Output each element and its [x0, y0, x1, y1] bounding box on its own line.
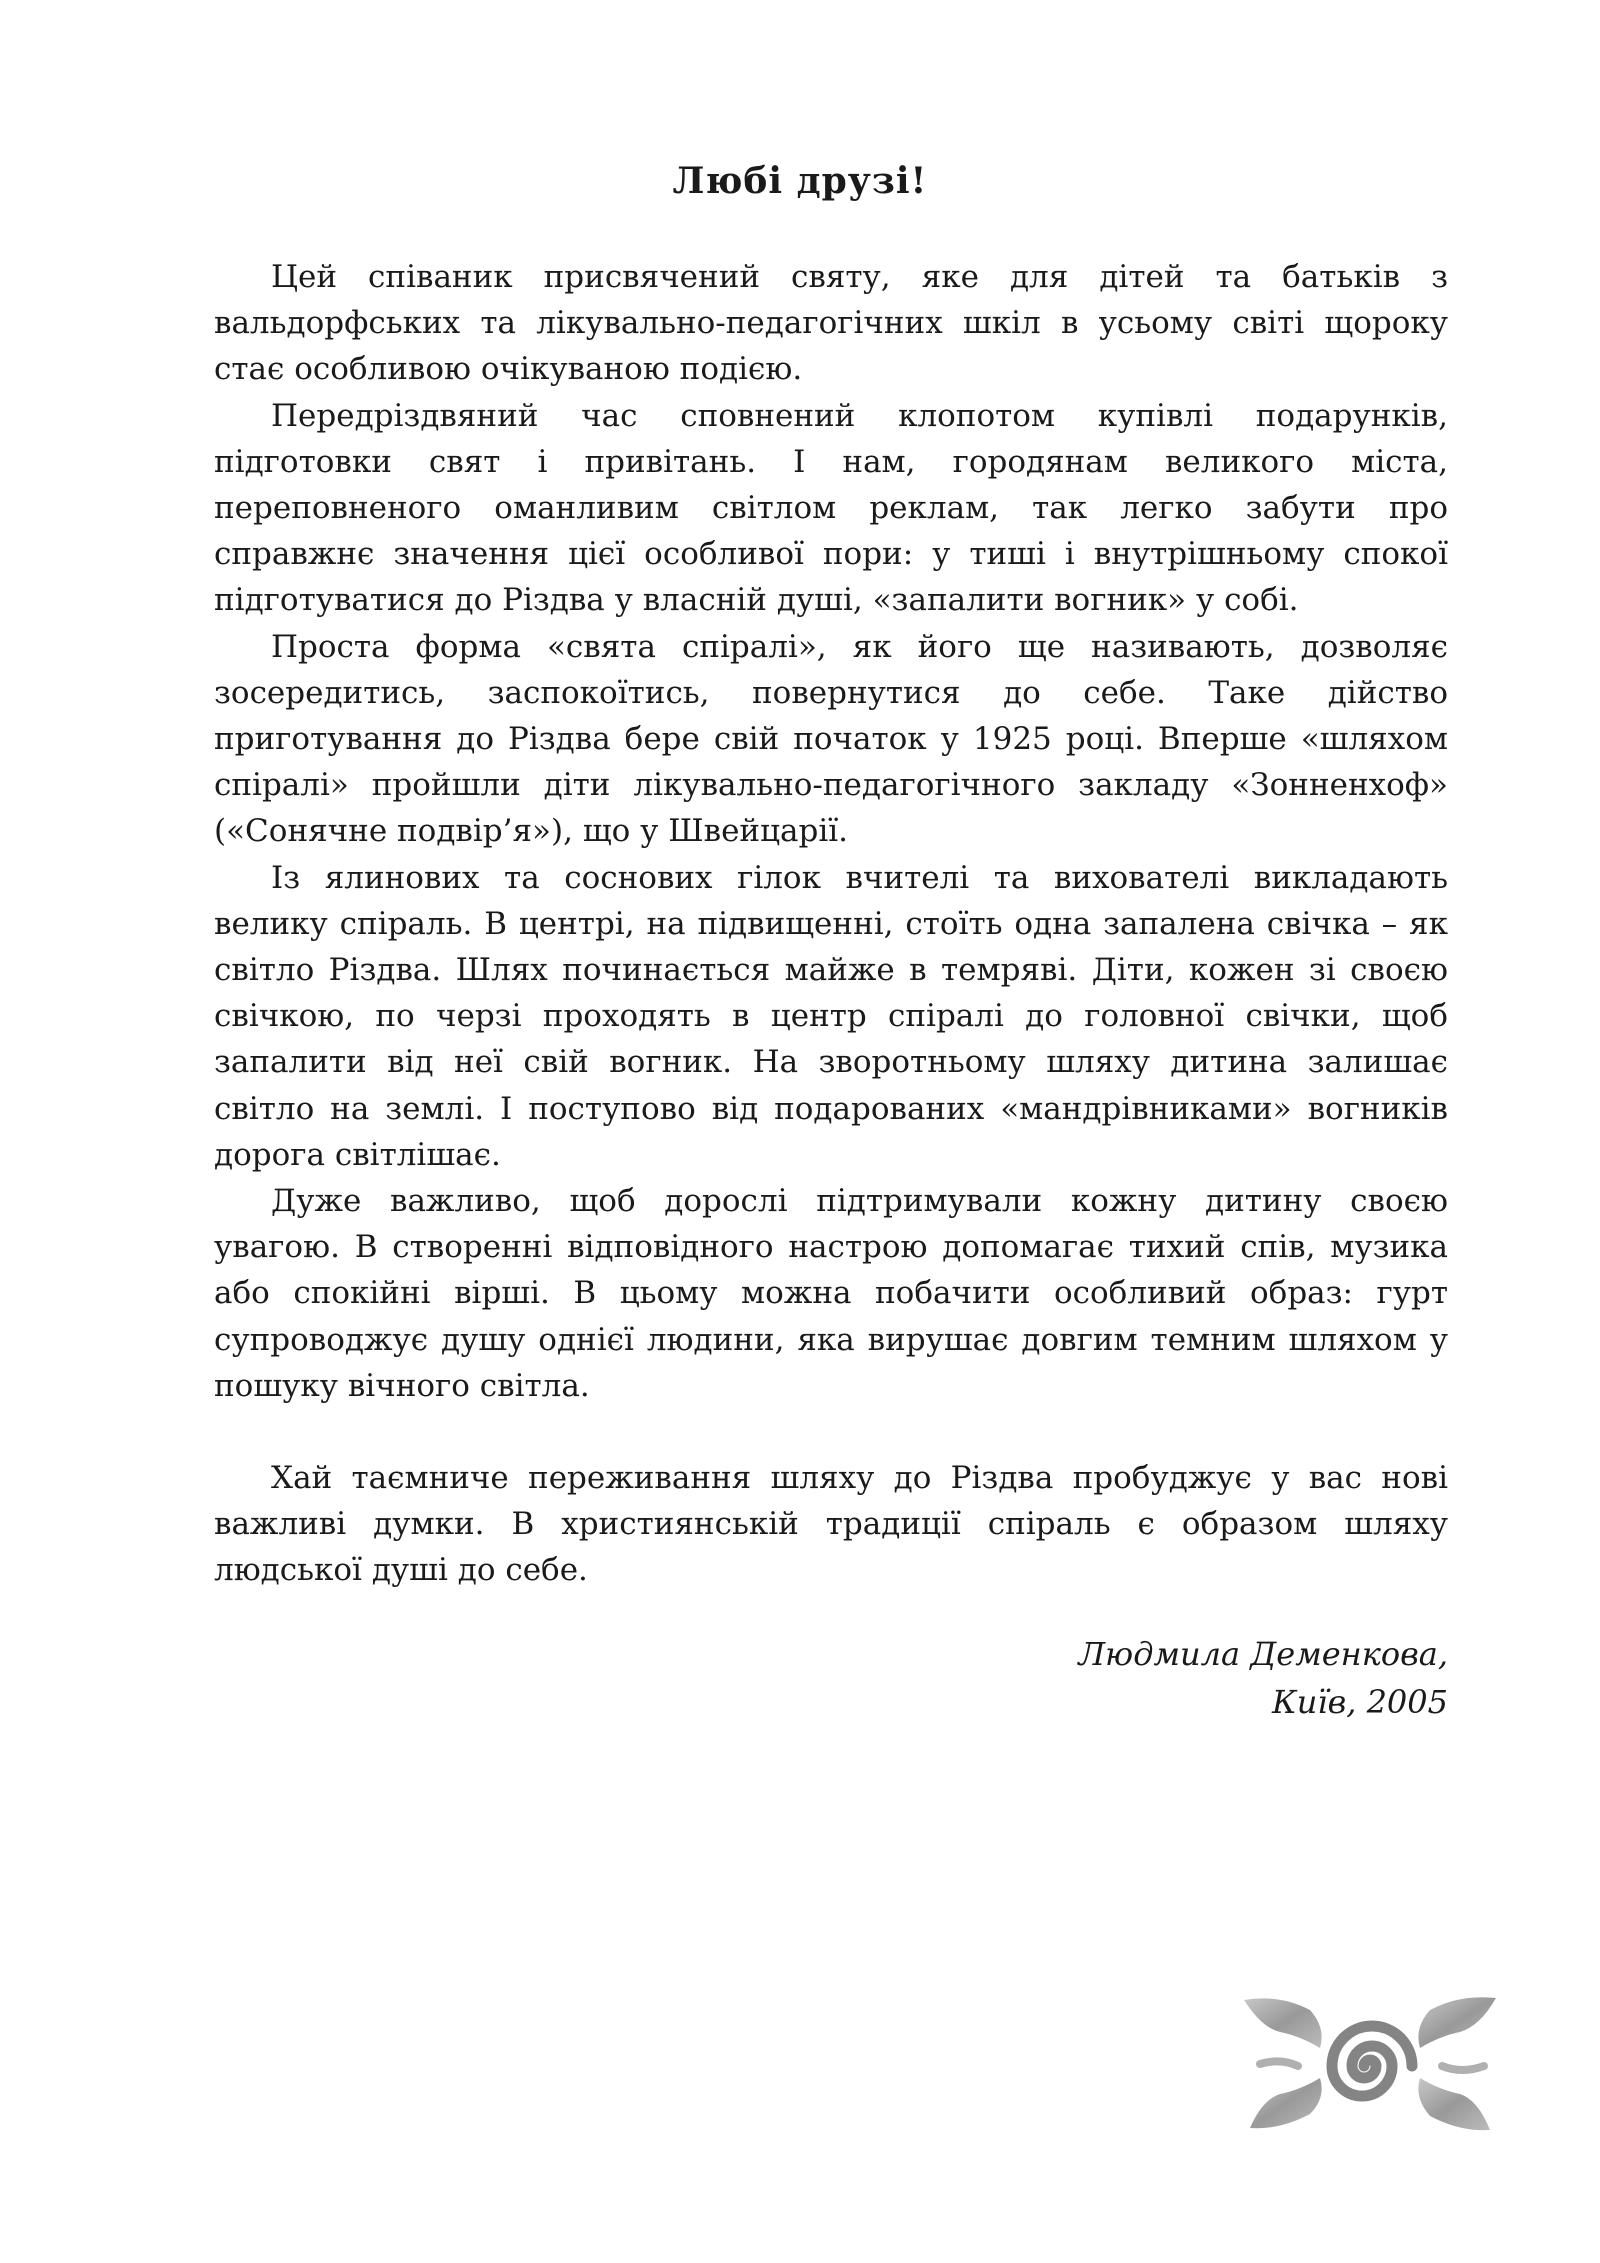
- signature-author: Людмила Деменкова,: [1078, 1635, 1448, 1673]
- signature-place-date: Київ, 2005: [1271, 1683, 1448, 1721]
- paragraph: Передріздвяний час сповнений клопотом купівлі подарунків, підготовки свят і привітань. І нам, городянам великого міста, переповненого оманливим світлом реклам, так легко забути про справжнє значення цієї особливої пори: у тиші і внутрішньому спокої підготуватися до Різдва у власній душі, «запалити вогник» у собі.: [214, 397, 1448, 619]
- paragraph: Цей співаник присвячений святу, яке для дітей та батьків з вальдорфських та лікувально-педагогічних шкіл в усьому світі щороку стає особливою очікуваною подією.: [214, 259, 1448, 388]
- paragraph: Дуже важливо, щоб дорослі підтримували кожну дитину своєю увагою. В створенні відповідного настрою допомагає тихий спів, музика або спокійні вірші. В цьому можна побачити особливий образ: гурт супроводжує душу однієї людини, яка вирушає довгим темним шляхом у пошуку вічного світла.: [214, 1183, 1448, 1404]
- letter-body: [214, 254, 1448, 1594]
- spiral-ornament-icon: [1240, 1988, 1500, 2138]
- paragraph: Проста форма «свята спіралі», як його ще називають, дозволяє зосередитись, заспокоїтись, повернутися до себе. Таке дійство приготування до Різдва бере свій початок у 1925 році. Вперше «шляхом спіралі» пройшли діти лікувально-педагогічного закладу «Зонненхоф» («Сонячне подвір’я»), що у Швейцарії.: [214, 628, 1448, 850]
- paragraph-gap: [214, 1409, 1448, 1455]
- page-title: Любі друзі!: [672, 160, 928, 202]
- closing-paragraph: Хай таємниче переживання шляху до Різдва пробуджує у вас нові важливі думки. В християнській традиції спіраль є образом шляху людської душі до себе.: [214, 1460, 1448, 1589]
- signature-block: [1078, 1630, 1448, 1726]
- paragraph: Із ялинових та соснових гілок вчителі та вихователі викладають велику спіраль. В центрі, на підвищенні, стоїть одна запалена свічка – як світло Різдва. Шлях починається майже в темряві. Діти, кожен зі своєю свічкою, по черзі проходять в центр спіралі до головної свічки, щоб запалити від неї свій вогник. На зворотньому шляху дитина залишає світло на землі. І поступово від подарованих «мандрівниками» вогників дорога світлішає.: [214, 859, 1448, 1173]
